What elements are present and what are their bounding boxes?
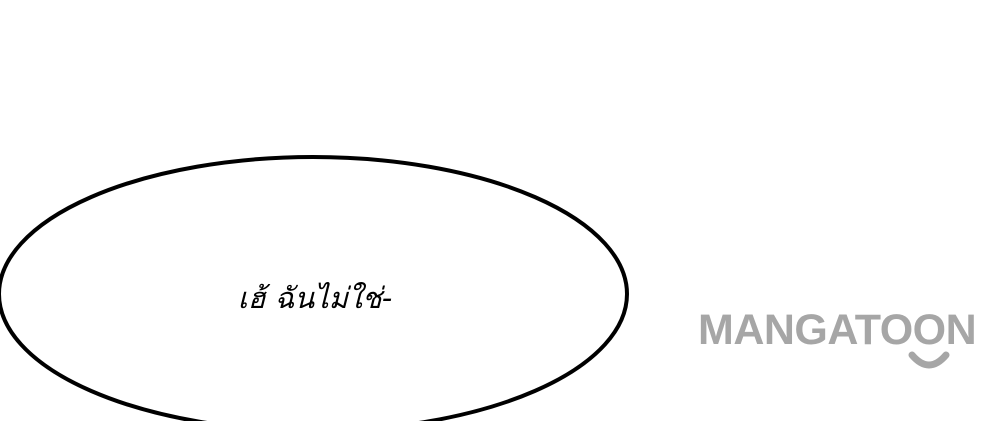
smile-icon [906, 349, 952, 373]
speech-bubble-text: เฮ้ ฉันไม่ใช่- [237, 281, 393, 315]
mangatoon-watermark [698, 307, 1000, 377]
mangatoon-watermark-text: MANGATOON [698, 306, 977, 354]
